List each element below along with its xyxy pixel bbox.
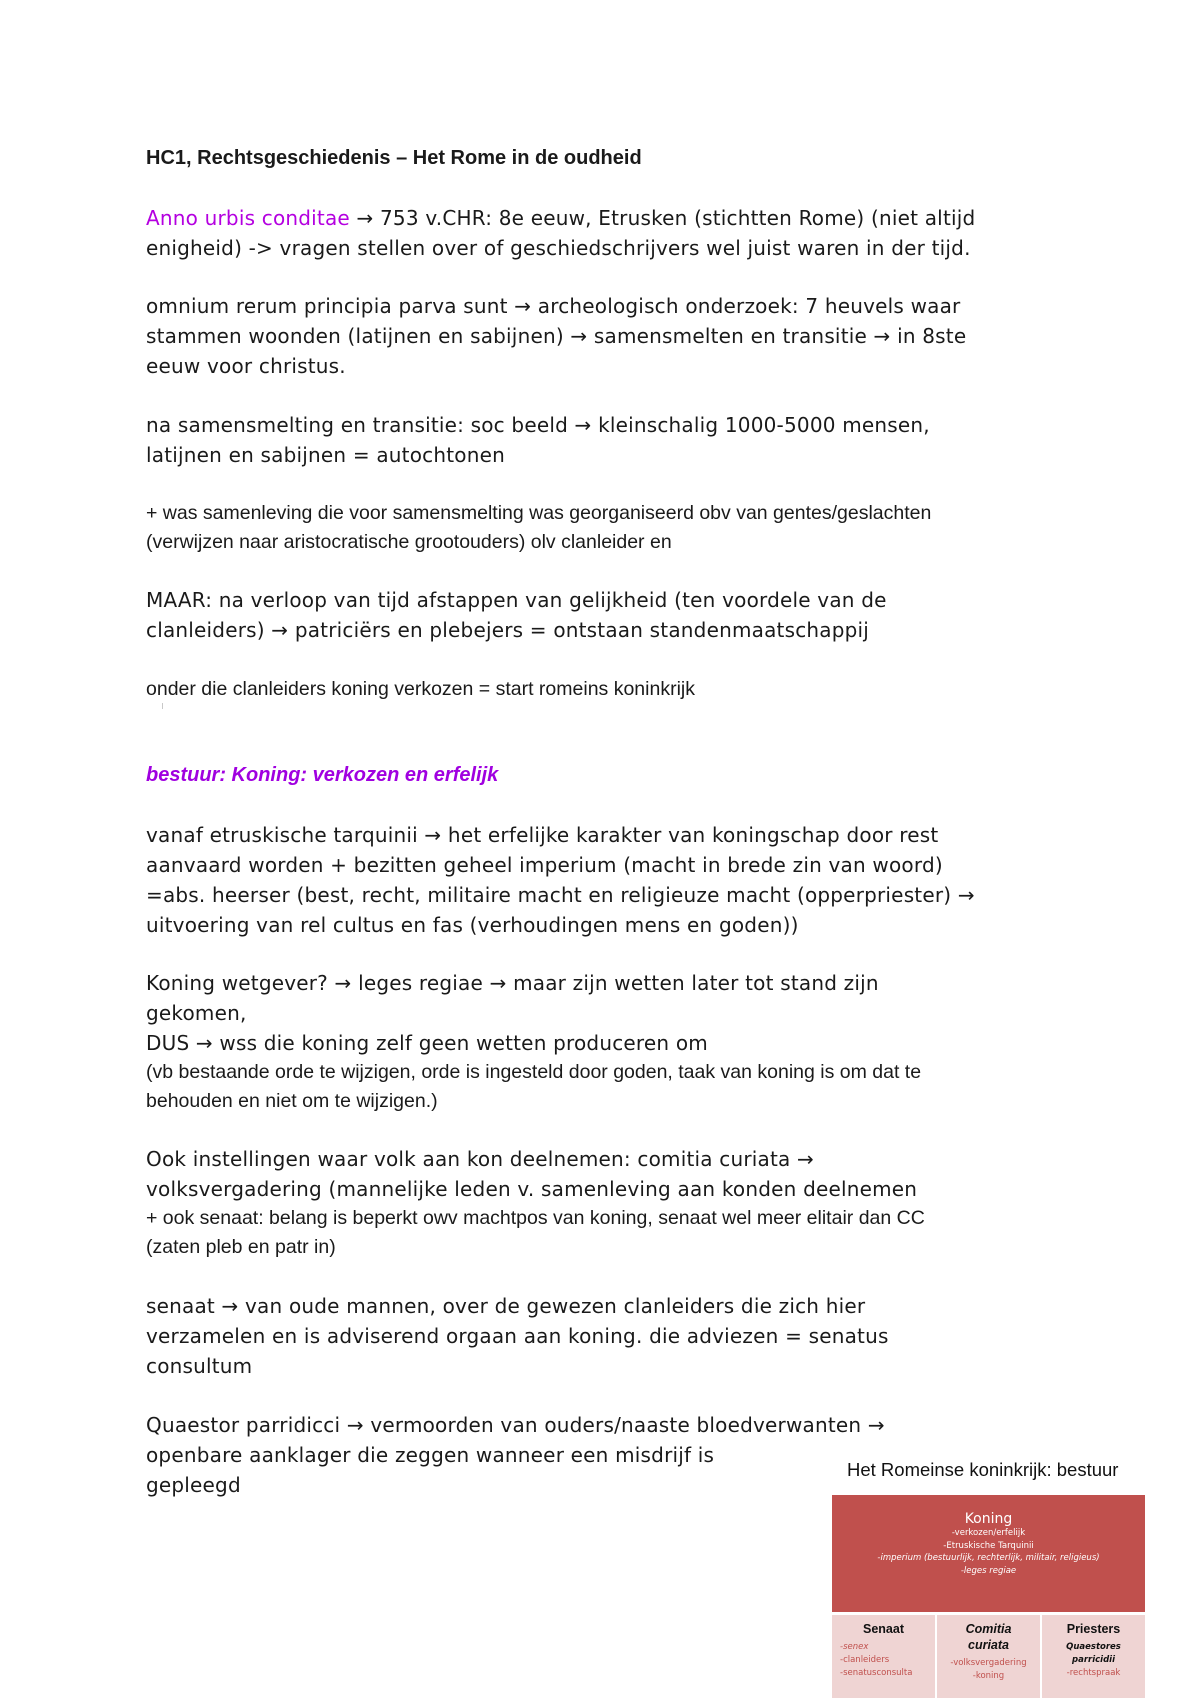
paragraph-maar	[146, 585, 1076, 645]
paragraph-line: (verwijzen naar aristocratische grootouders) olv clanleider en	[146, 531, 672, 553]
paragraph-koning-verkozen	[146, 675, 1076, 704]
paragraph-line: MAAR: na verloop van tijd afstappen van gelijkheid (ten voordele van de	[146, 588, 887, 612]
paragraph-line: + ook senaat: belang is beperkt owv machtpos van koning, senaat wel meer elitair dan CC	[146, 1207, 925, 1229]
koning-item: -leges regiae	[960, 1565, 1017, 1576]
paragraph-line: Ook instellingen waar volk aan kon deelnemen: comitia curiata →	[146, 1147, 815, 1171]
paragraph-anno-urbis	[146, 203, 1076, 263]
senaat-label: Senaat	[863, 1622, 904, 1636]
koning-item: -imperium (bestuurlijk, rechterlijk, militair, religieus)	[877, 1553, 1100, 1563]
priesters-item: -rechtspraak	[1066, 1668, 1121, 1678]
paragraph-line: vanaf etruskische tarquinii → het erfelijke karakter van koningschap door rest	[146, 823, 939, 847]
paragraph-omnium	[146, 291, 1076, 381]
comitia-label: Comitia	[965, 1622, 1012, 1636]
paragraph-line: volksvergadering (mannelijke leden v. samenleving aan konden deelnemen	[146, 1177, 918, 1201]
document-title: HC1, Rechtsgeschiedenis – Het Rome in de oudheid	[146, 147, 642, 169]
paragraph-line: na samensmelting en transitie: soc beeld → kleinschalig 1000-5000 mensen,	[146, 413, 930, 437]
paragraph-line: (zaten pleb en patr in)	[146, 1236, 336, 1258]
diagram-columns	[832, 1615, 1145, 1698]
paragraph-wetgever-note	[146, 1058, 1076, 1116]
paragraph-line: (vb bestaande orde te wijzigen, orde is ingesteld door goden, taak van koning is om dat te	[146, 1061, 922, 1083]
paragraph-line: Koning wetgever? → leges regiae → maar zijn wetten later tot stand zijn	[146, 971, 879, 995]
paragraph-line: clanleiders) → patriciërs en plebejers = ontstaan standenmaatschappij	[146, 618, 870, 642]
paragraph-line: behouden en niet om te wijzigen.)	[146, 1090, 438, 1112]
paragraph-senaat-note	[146, 1204, 1076, 1262]
koning-label: Koning	[964, 1511, 1013, 1527]
priesters-items	[1042, 1641, 1145, 1680]
koning-item: -Etruskische Tarquinii	[943, 1540, 1034, 1551]
senaat-column	[832, 1615, 937, 1698]
paragraph-line: omnium rerum principia parva sunt → archeologisch onderzoek: 7 heuvels waar	[146, 294, 961, 318]
paragraph-line: onder die clanleiders koning verkozen = start romeins koninkrijk	[146, 678, 695, 700]
paragraph-line: DUS → wss die koning zelf geen wetten produceren om	[146, 1031, 708, 1055]
senaat-item: -senex	[840, 1642, 869, 1652]
section-heading: bestuur: Koning: verkozen en erfelijk	[146, 764, 499, 786]
diagram-title: Het Romeinse koninkrijk: bestuur	[847, 1459, 1119, 1480]
bestuur-diagram	[820, 1455, 1170, 1698]
paragraph-line: aanvaard worden + bezitten geheel imperium (macht in brede zin van woord)	[146, 853, 943, 877]
paragraph-senaat	[146, 1291, 1076, 1381]
comitia-column	[937, 1615, 1042, 1698]
paragraph-etruskische	[146, 820, 1076, 940]
paragraph-line: Quaestor parridicci → vermoorden van ouders/naaste bloedverwanten →	[146, 1413, 885, 1437]
paragraph-wetgever	[146, 968, 1076, 1058]
priesters-item: Quaestores	[1066, 1642, 1121, 1652]
priesters-item: parricidii	[1072, 1655, 1115, 1665]
priesters-label: Priesters	[1066, 1622, 1121, 1636]
stray-mark	[162, 703, 163, 709]
paragraph-text: → 753 v.CHR: 8e eeuw, Etrusken (stichtten Rome) (niet altijd	[349, 206, 976, 230]
paragraph-line: uitvoering van rel cultus en fas (verhoudingen mens en goden))	[146, 913, 799, 937]
koning-item: -verkozen/erfelijk	[951, 1528, 1026, 1538]
paragraph-line: openbare aanklager die zeggen wanneer een misdrijf is	[146, 1443, 715, 1467]
paragraph-line: enigheid) -> vragen stellen over of geschiedschrijvers wel juist waren in der tijd.	[146, 236, 971, 260]
paragraph-line: eeuw voor christus.	[146, 354, 346, 378]
senaat-items	[832, 1641, 935, 1680]
paragraph-line: gepleegd	[146, 1473, 241, 1497]
paragraph-line: stammen woonden (latijnen en sabijnen) → samensmelten en transitie → in 8ste	[146, 324, 967, 348]
comitia-item: -volksvergadering	[950, 1658, 1027, 1668]
senaat-item: -senatusconsulta	[840, 1668, 913, 1678]
paragraph-line: + was samenleving die voor samensmelting was georganiseerd obv van gentes/geslachten	[146, 502, 932, 524]
paragraph-line: gekomen,	[146, 1001, 247, 1025]
comitia-items	[937, 1657, 1040, 1683]
paragraph-line	[146, 203, 1076, 233]
comitia-label: curiata	[968, 1638, 1009, 1652]
priesters-column	[1042, 1615, 1145, 1698]
senaat-item: -clanleiders	[840, 1655, 890, 1665]
paragraph-comitia	[146, 1144, 1076, 1204]
koning-box	[832, 1495, 1145, 1612]
paragraph-samensmelting	[146, 410, 1076, 470]
paragraph-line: senaat → van oude mannen, over de gewezen clanleiders die zich hier	[146, 1294, 866, 1318]
highlighted-term: Anno urbis conditae	[146, 206, 350, 230]
paragraph-line: consultum	[146, 1354, 253, 1378]
paragraph-line: =abs. heerser (best, recht, militaire macht en religieuze macht (opperpriester) →	[146, 883, 975, 907]
paragraph-line: verzamelen en is adviserend orgaan aan koning. die adviezen = senatus	[146, 1324, 889, 1348]
comitia-item: -koning	[972, 1671, 1005, 1681]
paragraph-line: latijnen en sabijnen = autochtonen	[146, 443, 505, 467]
paragraph-gentes	[146, 499, 1076, 557]
